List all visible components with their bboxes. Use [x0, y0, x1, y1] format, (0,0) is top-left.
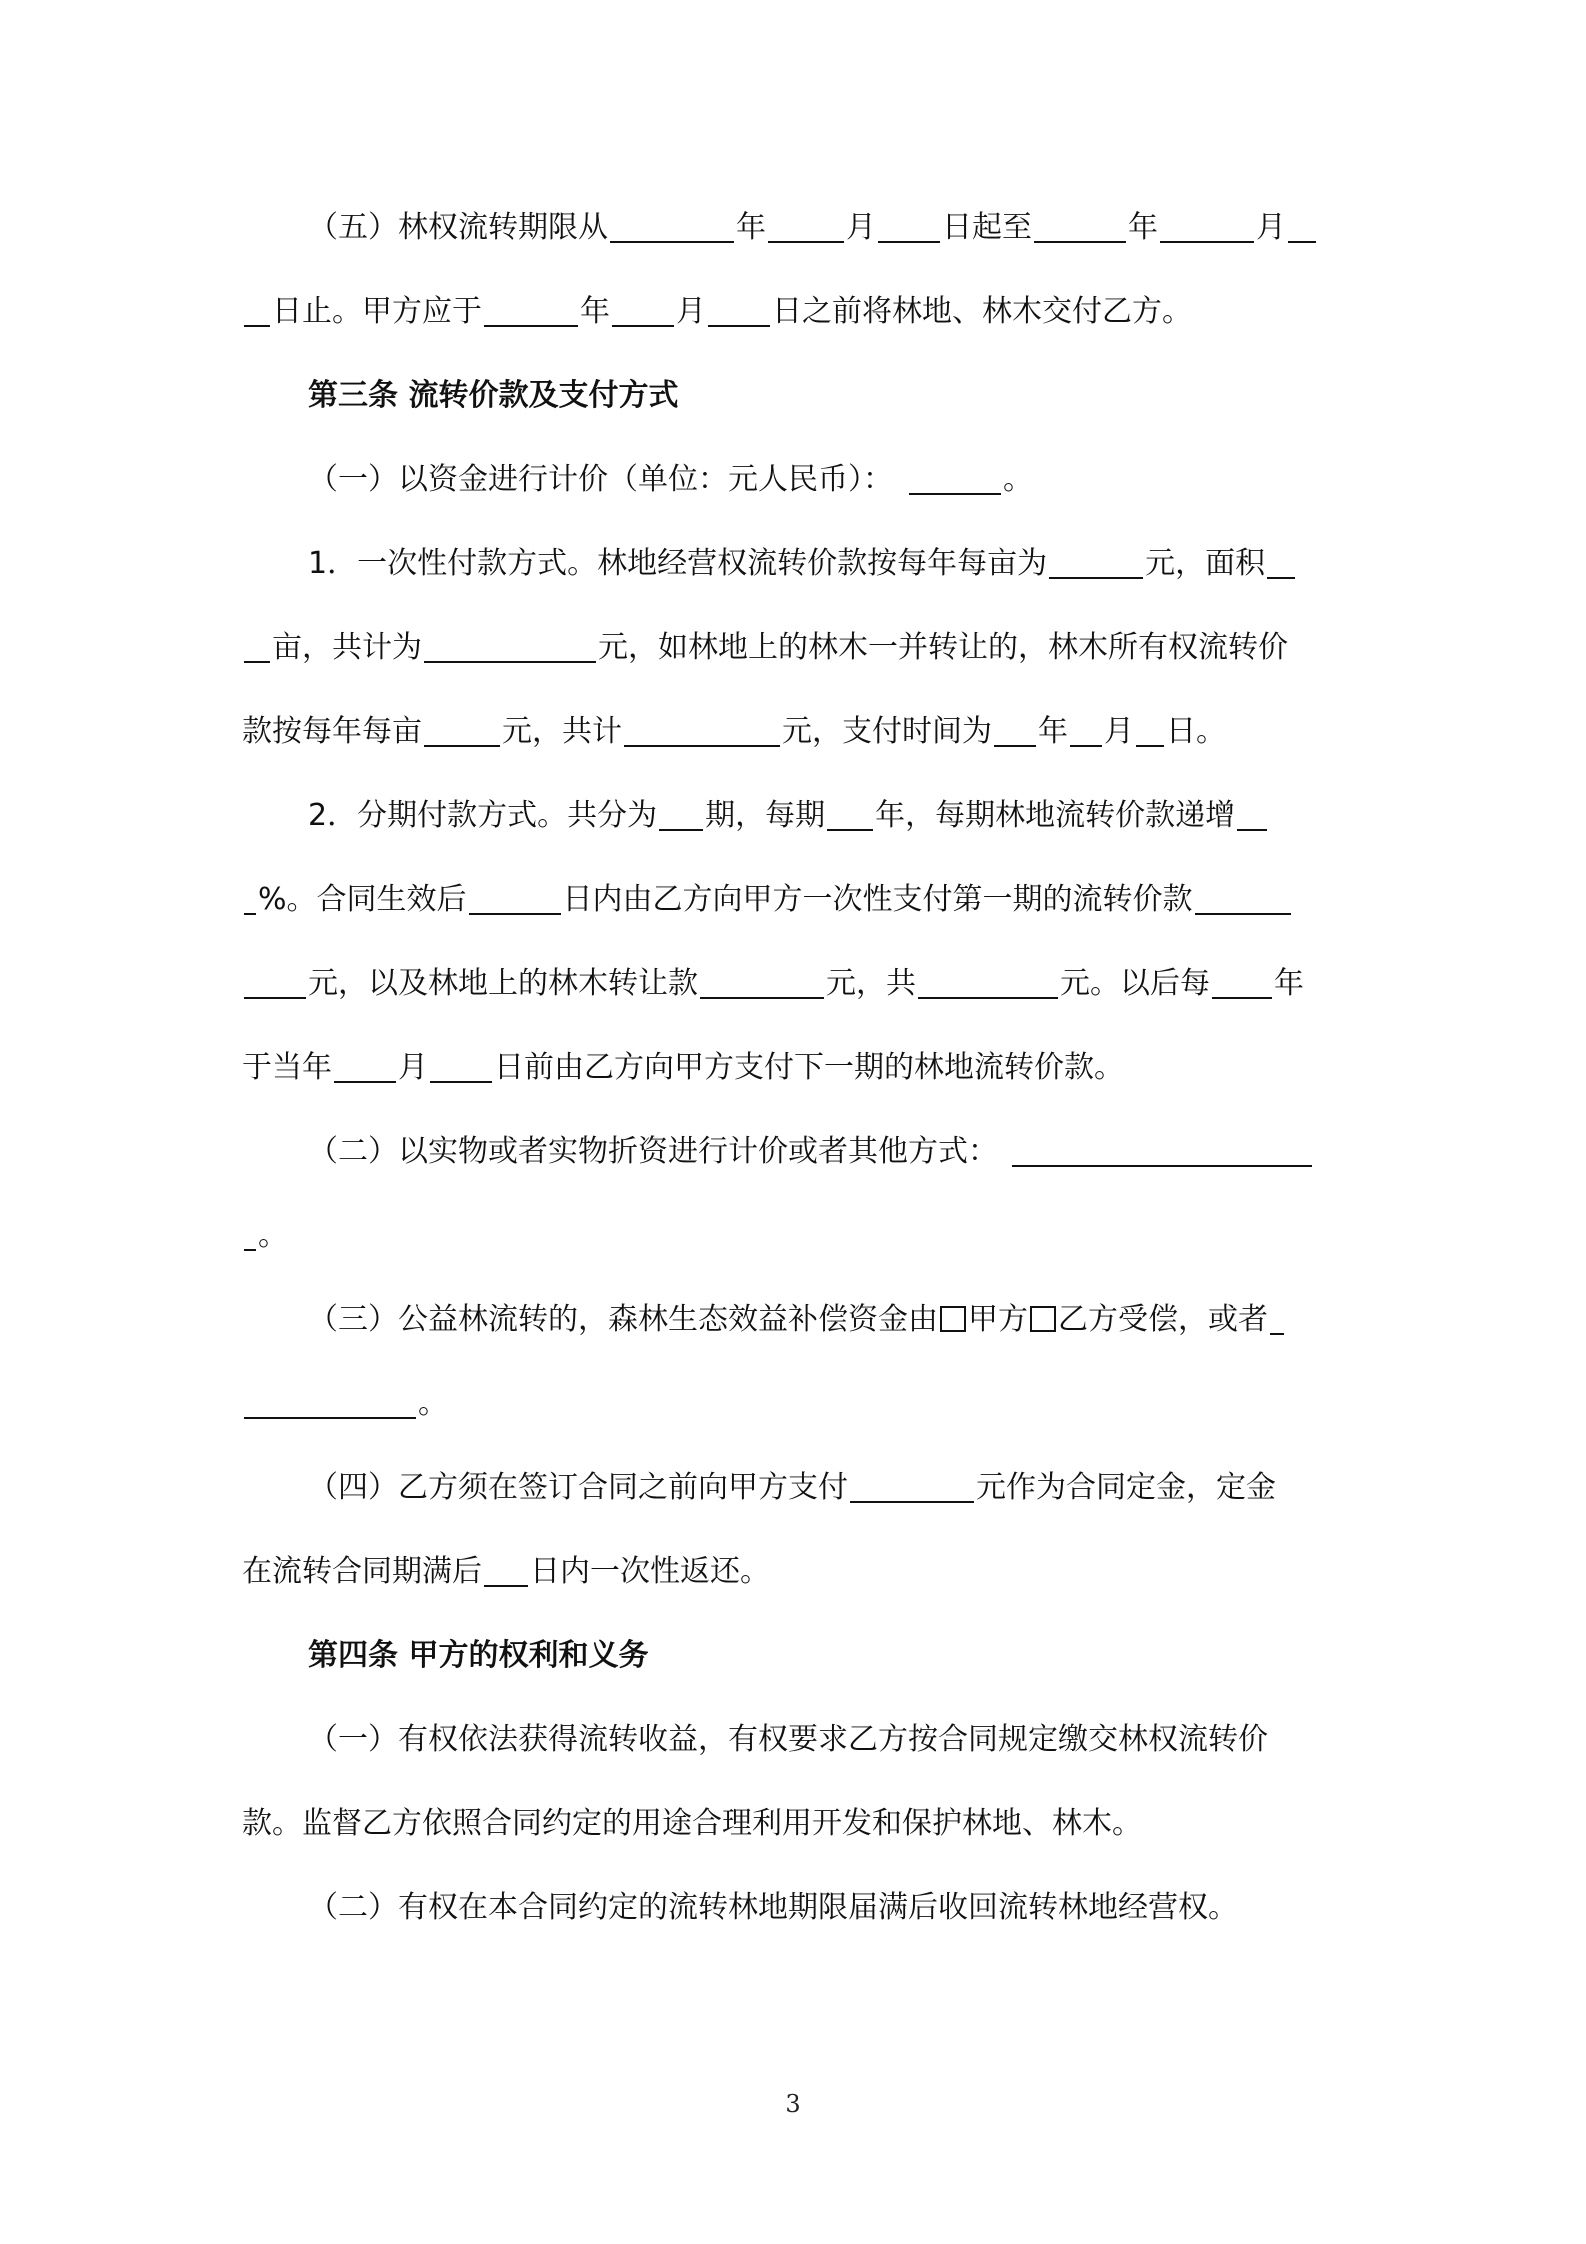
text-segment: 元，如林地上的林木一并转让的，林木所有权流转价: [598, 630, 1288, 665]
text-segment: 年: [1274, 966, 1304, 1001]
fill-blank: [610, 205, 734, 243]
fill-blank: [424, 709, 500, 747]
paragraph-line: [242, 1038, 1360, 1098]
text-segment: 年，每期林地流转价款递增: [875, 798, 1236, 833]
paragraph-line: [308, 1458, 1360, 1518]
text-segment: 款按每年每亩: [242, 714, 422, 749]
paragraph-line: [308, 534, 1360, 594]
fill-blank: [1237, 793, 1267, 831]
fill-blank: [430, 1045, 492, 1083]
fill-blank: [878, 205, 940, 243]
fill-blank: [1267, 541, 1295, 579]
text-segment: 元，面积: [1145, 546, 1266, 581]
fill-blank: [469, 877, 561, 915]
text-segment: （三）公益林流转的，森林生态效益补偿资金由: [308, 1302, 938, 1337]
text-segment: 。: [1003, 462, 1033, 497]
paragraph-line: [242, 1206, 1360, 1266]
fill-blank: [244, 1213, 256, 1251]
paragraph-line: [242, 282, 1360, 342]
fill-blank: [1012, 1129, 1312, 1167]
fill-blank: [827, 793, 873, 831]
text-segment: （一）有权依法获得流转收益，有权要求乙方按合同规定缴交林权流转价: [308, 1722, 1268, 1757]
fill-blank: [850, 1465, 974, 1503]
fill-blank: [484, 289, 578, 327]
text-segment: 月: [398, 1050, 428, 1085]
text-segment: （一）以资金进行计价（单位：元人民币）：: [308, 462, 893, 497]
paragraph-line: [308, 1878, 1360, 1938]
text-segment: 元，共计: [502, 714, 622, 749]
fill-blank: [1136, 709, 1164, 747]
text-segment: %。合同生效后: [258, 882, 467, 917]
fill-blank: [1049, 541, 1143, 579]
fill-blank: [700, 961, 824, 999]
text-segment: 第三条 流转价款及支付方式: [308, 378, 679, 413]
text-segment: （四）乙方须在签订合同之前向甲方支付: [308, 1470, 848, 1505]
fill-blank: [1212, 961, 1272, 999]
text-segment: 年: [1128, 210, 1158, 245]
text-segment: 日之前将林地、林木交付乙方。: [772, 294, 1192, 329]
fill-blank: [1195, 877, 1291, 915]
paragraph-line: [308, 1290, 1360, 1350]
fill-blank: [334, 1045, 396, 1083]
fill-blank: [484, 1549, 528, 1587]
fill-blank: [244, 625, 270, 663]
fill-blank: [244, 1381, 416, 1419]
text-segment: 月: [1256, 210, 1286, 245]
text-segment: 日。: [1166, 714, 1226, 749]
fill-blank: [1288, 205, 1316, 243]
text-segment: 日起至: [942, 210, 1032, 245]
checkbox-party-a[interactable]: [940, 1306, 966, 1332]
text-segment: 日止。甲方应于: [272, 294, 482, 329]
text-segment: 。: [258, 1218, 288, 1253]
fill-blank: [612, 289, 674, 327]
text-segment: 年: [580, 294, 610, 329]
paragraph-line: [242, 870, 1360, 930]
fill-blank: [994, 709, 1036, 747]
paragraph-line: [308, 450, 1360, 510]
fill-blank: [1034, 205, 1126, 243]
checkbox-party-b[interactable]: [1030, 1306, 1056, 1332]
text-segment: 2．分期付款方式。共分为: [308, 798, 658, 833]
text-segment: 月: [676, 294, 706, 329]
fill-blank: [1160, 205, 1254, 243]
text-segment: （二）有权在本合同约定的流转林地期限届满后收回流转林地经营权。: [308, 1890, 1238, 1925]
paragraph-line: [242, 1794, 1360, 1854]
text-segment: 元作为合同定金，定金: [976, 1470, 1276, 1505]
text-segment: 甲方: [968, 1302, 1028, 1337]
fill-blank: [624, 709, 780, 747]
fill-blank: [909, 457, 1001, 495]
text-segment: 日内由乙方向甲方一次性支付第一期的流转价款: [562, 882, 1193, 917]
text-segment: 年: [736, 210, 766, 245]
text-segment: 款。监督乙方依照合同约定的用途合理利用开发和保护林地、林木。: [242, 1806, 1142, 1841]
fill-blank: [1270, 1297, 1284, 1335]
text-segment: 于当年: [242, 1050, 332, 1085]
fill-blank: [768, 205, 844, 243]
fill-blank: [424, 625, 596, 663]
fill-blank: [244, 961, 306, 999]
text-segment: 月: [1104, 714, 1134, 749]
text-segment: 月: [846, 210, 876, 245]
paragraph-line: [308, 1710, 1360, 1770]
text-segment: 日内一次性返还。: [530, 1554, 770, 1589]
text-segment: 年: [1038, 714, 1068, 749]
paragraph-line: [242, 1542, 1360, 1602]
text-segment: 乙方受偿，或者: [1058, 1302, 1268, 1337]
section-heading: [308, 1626, 1426, 1686]
text-segment: 在流转合同期满后: [242, 1554, 482, 1589]
page-number: 3: [785, 2090, 801, 2118]
paragraph-line: [308, 1122, 1360, 1182]
text-segment: 期，每期: [705, 798, 826, 833]
text-segment: 第四条 甲方的权利和义务: [308, 1638, 649, 1673]
fill-blank: [244, 877, 256, 915]
fill-blank: [244, 289, 270, 327]
text-segment: 亩，共计为: [272, 630, 422, 665]
text-segment: （二）以实物或者实物折资进行计价或者其他方式：: [308, 1134, 998, 1169]
fill-blank: [659, 793, 703, 831]
text-segment: 元。以后每: [1060, 966, 1210, 1001]
paragraph-line: [242, 954, 1360, 1014]
text-segment: 元，以及林地上的林木转让款: [308, 966, 698, 1001]
paragraph-line: [242, 618, 1360, 678]
paragraph-line: [308, 198, 1360, 258]
fill-blank: [918, 961, 1058, 999]
paragraph-line: [242, 1374, 1360, 1434]
text-segment: 元，共: [826, 966, 916, 1001]
fill-blank: [708, 289, 770, 327]
paragraph-line: [308, 786, 1360, 846]
paragraph-line: [242, 702, 1360, 762]
text-segment: 日前由乙方向甲方支付下一期的林地流转价款。: [494, 1050, 1124, 1085]
section-heading: [308, 366, 1426, 426]
text-segment: 1．一次性付款方式。林地经营权流转价款按每年每亩为: [308, 546, 1048, 581]
fill-blank: [1070, 709, 1102, 747]
text-segment: 元，支付时间为: [782, 714, 992, 749]
text-segment: 。: [418, 1386, 448, 1421]
text-segment: （五）林权流转期限从: [308, 210, 608, 245]
